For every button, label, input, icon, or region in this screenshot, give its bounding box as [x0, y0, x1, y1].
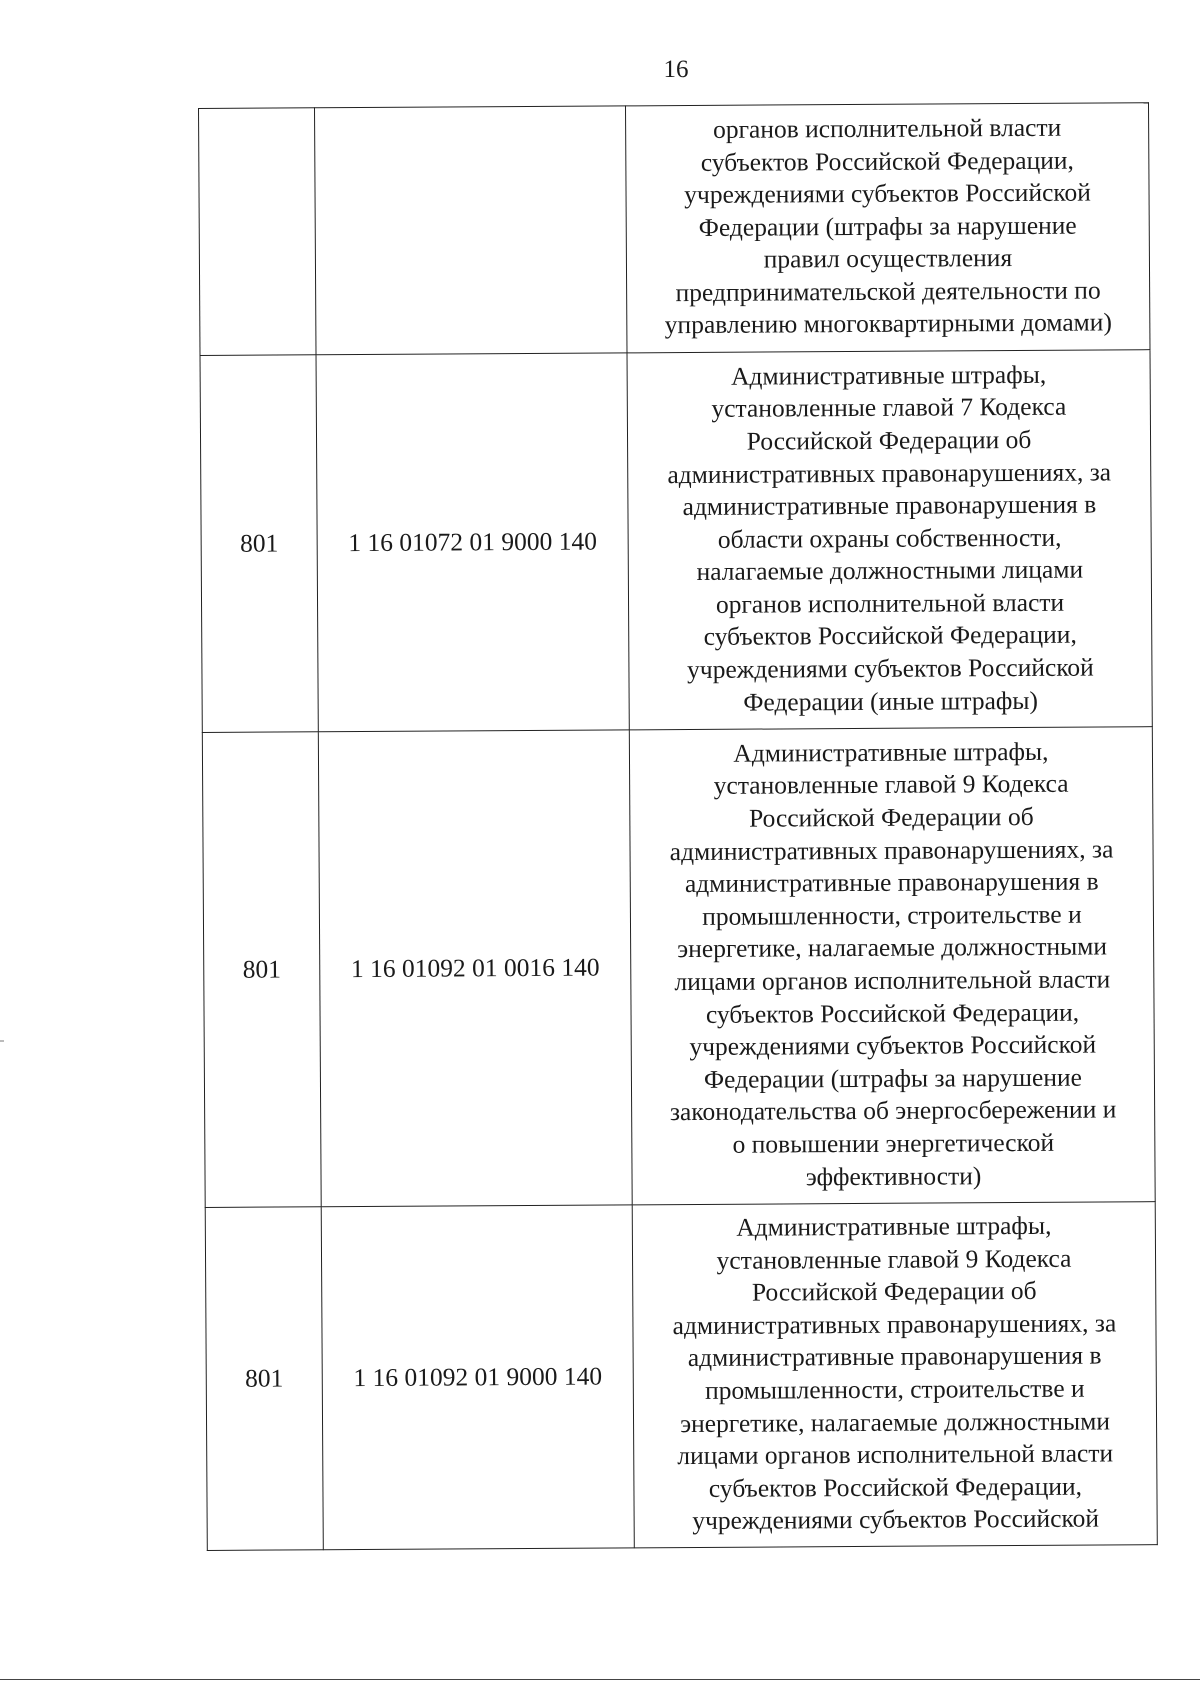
description-line: Российской Федерации об	[748, 801, 1034, 833]
description-line: административные правонарушения в	[682, 489, 1097, 522]
description-line: субъектов Российской Федерации,	[700, 145, 1074, 177]
description-line: установленные главой 9 Кодекса	[716, 1243, 1072, 1275]
admin-code-cell: 801	[202, 732, 321, 1208]
description-line: Российской Федерации об	[746, 424, 1032, 456]
table-row	[200, 350, 1152, 733]
description-line: субъектов Российской Федерации,	[703, 620, 1077, 652]
description-line: лицами органов исполнительной власти	[674, 964, 1111, 997]
budget-codes-table	[198, 102, 1158, 1551]
description-line: энергетике, налагаемые должностными	[677, 931, 1108, 964]
description-line: административные правонарушения в	[684, 866, 1099, 899]
scan-bottom-edge	[0, 1679, 1200, 1680]
description-line: энергетике, налагаемые должностными	[680, 1406, 1111, 1438]
description-line: о повышении энергетической	[732, 1127, 1055, 1159]
admin-code-cell	[199, 108, 317, 356]
table-row	[202, 727, 1155, 1208]
kbk-code-cell: 1 16 01092 01 0016 140	[318, 730, 632, 1207]
admin-code-cell: 801	[205, 1207, 323, 1551]
description-line: административных правонарушениях, за	[672, 1308, 1117, 1340]
description-line: учреждениями субъектов Российской	[689, 1029, 1097, 1062]
description-line: субъектов Российской Федерации,	[705, 997, 1080, 1029]
description-line: административные правонарушения в	[687, 1340, 1102, 1373]
kbk-code-cell: 1 16 01092 01 9000 140	[321, 1205, 634, 1550]
description-line: лицами органов исполнительной власти	[677, 1438, 1114, 1471]
description-line: субъектов Российской Федерации,	[708, 1471, 1083, 1503]
page-number: 16	[663, 56, 689, 83]
description-line: налагаемые должностными лицами	[696, 554, 1084, 587]
description-line: промышленности, строительстве и	[702, 899, 1082, 931]
description-line: правил осуществления	[763, 243, 1013, 274]
description-line: административных правонарушениях, за	[669, 834, 1114, 866]
description-line: эффективности)	[805, 1160, 982, 1191]
description-line: органов исполнительной власти	[712, 112, 1062, 144]
description-line: учреждениями субъектов Российской	[692, 1503, 1100, 1536]
description-line: Федерации (штрафы за нарушение	[698, 210, 1077, 242]
description-line: учреждениями субъектов Российской	[687, 652, 1094, 685]
table-row	[199, 103, 1150, 356]
description-line: установленные главой 7 Кодекса	[711, 392, 1067, 424]
table-row	[205, 1202, 1157, 1551]
description-line: Административные штрафы,	[730, 359, 1047, 391]
description-line: Федерации (штрафы за нарушение	[703, 1062, 1082, 1094]
description-line: области охраны собственности,	[717, 522, 1062, 554]
kbk-code-cell: 1 16 01072 01 9000 140	[316, 353, 629, 732]
description-line: предпринимательской деятельности по	[675, 275, 1101, 307]
description-line: учреждениями субъектов Российской	[684, 177, 1091, 210]
description-line: управлению многоквартирными домами)	[664, 307, 1112, 340]
description-cell	[629, 727, 1155, 1205]
admin-code-cell: 801	[200, 355, 318, 733]
description-line: промышленности, строительстве и	[704, 1373, 1085, 1405]
kbk-code-cell	[315, 106, 628, 355]
description-line: органов исполнительной власти	[715, 587, 1065, 619]
description-cell	[632, 1202, 1157, 1548]
description-line: Административные штрафы,	[733, 736, 1049, 768]
description-line: Российской Федерации об	[751, 1276, 1037, 1307]
description-cell	[625, 103, 1149, 353]
description-line: Административные штрафы,	[736, 1210, 1052, 1242]
description-line: административных правонарушениях, за	[667, 456, 1112, 489]
description-line: установленные главой 9 Кодекса	[713, 769, 1069, 801]
description-cell	[627, 350, 1152, 730]
description-line: Федерации (иные штрафы)	[743, 685, 1039, 717]
scan-artifact	[0, 1040, 4, 1042]
description-line: законодательства об энергосбережении и	[669, 1094, 1117, 1127]
